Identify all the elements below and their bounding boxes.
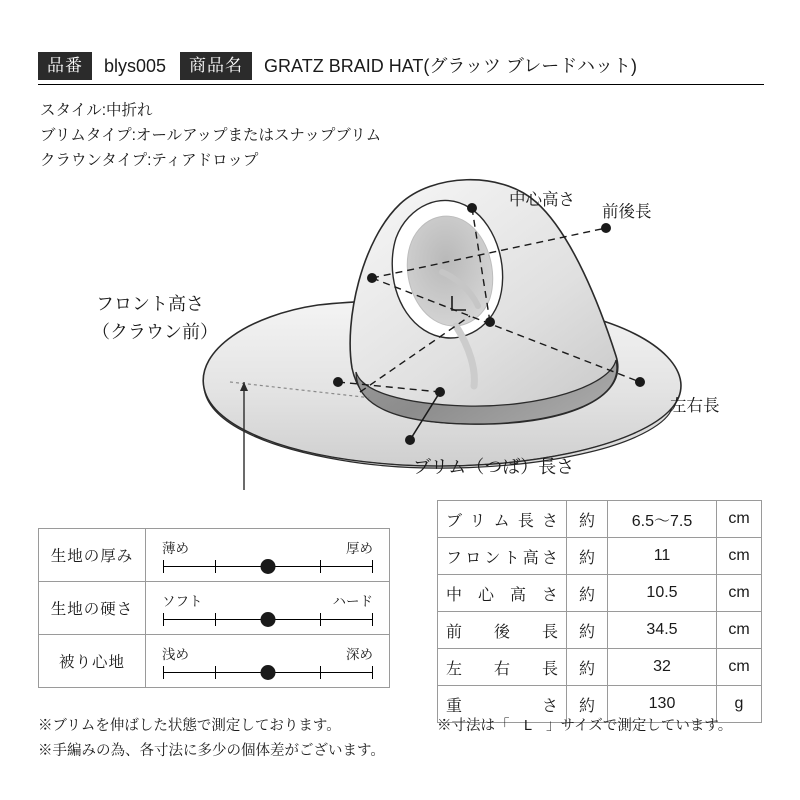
label-front-height-line1: フロント高さ [96,294,204,314]
measurement-unit: cm [717,501,762,538]
point-brim-outer [405,435,415,445]
slider-right-label: 厚め [346,541,373,556]
measurement-name: 左右長 [438,649,567,686]
measurement-value: 6.5〜7.5 [608,501,717,538]
hat-diagram [0,120,800,490]
table-row [438,649,762,686]
table-row [438,501,762,538]
label-front-height-line2: （クラウン前） [92,322,218,342]
slider-knob-thickness[interactable] [260,559,275,574]
measurement-value: 11 [608,538,717,575]
product-code-tag: 品番 [38,52,92,80]
table-row [438,538,762,575]
label-brim-length: ブリム（つば）長さ [413,457,575,477]
measurement-name: フロント高さ [438,538,567,575]
product-code-value: blys005 [104,56,167,76]
point-left-brim [333,377,343,387]
slider-fit[interactable] [146,635,390,688]
notes-right [437,714,732,739]
measurement-unit: cm [717,538,762,575]
table-row [438,575,762,612]
measurement-value: 32 [608,649,717,686]
label-center-height: 中心高さ [509,191,575,209]
measurement-value: 130 [608,686,717,723]
slider-knob-firmness[interactable] [260,612,275,627]
measurement-unit: cm [717,612,762,649]
measurement-approx: 約 [567,649,608,686]
measurement-unit: g [717,686,762,723]
table-row [438,612,762,649]
point-center-top [467,203,477,213]
feel-slider-table [38,528,390,688]
slider-tick [215,613,216,626]
measurement-approx: 約 [567,612,608,649]
measurement-approx: 約 [567,686,608,723]
slider-track[interactable] [163,612,372,626]
table-row [39,635,390,688]
point-back [601,223,611,233]
measurement-name: 重さ [438,686,567,723]
slider-tick [372,666,373,679]
measurement-table [437,500,762,723]
measurement-approx: 約 [567,575,608,612]
slider-left-label: 薄め [162,541,189,556]
measurement-unit: cm [717,575,762,612]
measurement-approx: 約 [567,538,608,575]
notes-left [38,714,385,764]
measurement-name: 中心高さ [438,575,567,612]
slider-tick [372,613,373,626]
table-row [39,582,390,635]
slider-endpoints [160,643,375,663]
slider-tick [215,560,216,573]
slider-tick [320,613,321,626]
slider-track[interactable] [163,665,372,679]
slider-right-label: 深め [346,647,373,662]
slider-endpoints [160,590,375,610]
spec-line-brim-type: ブリムタイプ:オールアップまたはスナップブリム [40,127,382,144]
measurement-value: 10.5 [608,575,717,612]
slider-label-firmness: 生地の硬さ [39,582,146,635]
slider-left-label: 浅め [162,647,189,662]
measurement-unit: cm [717,649,762,686]
note-line: ※寸法は「 L 」サイズで測定しています。 [437,718,733,734]
spec-line-crown-type: クラウンタイプ:ティアドロップ [40,152,259,169]
slider-tick [163,613,164,626]
slider-endpoints [160,537,375,557]
measurement-value: 34.5 [608,612,717,649]
note-line: ※ブリムを伸ばした状態で測定しております。 [38,718,341,734]
slider-firmness[interactable] [146,582,390,635]
slider-tick [320,560,321,573]
slider-tick [163,560,164,573]
point-center-bottom [485,317,495,327]
slider-right-label: ハード [332,594,373,609]
product-name-tag: 商品名 [180,52,252,80]
slider-tick [163,666,164,679]
point-front [367,273,377,283]
label-front-back: 前後長 [602,203,652,221]
header-divider [38,84,764,85]
measurement-name: ブリム長さ [438,501,567,538]
slider-thickness[interactable] [146,529,390,582]
product-header [38,52,651,80]
table-row [39,529,390,582]
slider-left-label: ソフト [162,594,203,609]
slider-label-fit: 被り心地 [39,635,146,688]
measurement-name: 前後長 [438,612,567,649]
label-left-right: 左右長 [670,397,720,415]
slider-tick [215,666,216,679]
slider-label-thickness: 生地の厚み [39,529,146,582]
point-brim-inner [435,387,445,397]
slider-track[interactable] [163,559,372,573]
measurement-approx: 約 [567,501,608,538]
spec-line-style: スタイル:中折れ [40,102,153,119]
product-name-value: GRATZ BRAID HAT(グラッツ ブレードハット) [264,56,637,76]
slider-tick [320,666,321,679]
point-right [635,377,645,387]
slider-tick [372,560,373,573]
slider-knob-fit[interactable] [260,665,275,680]
note-line: ※手編みの為、各寸法に多少の個体差がございます。 [38,743,385,759]
